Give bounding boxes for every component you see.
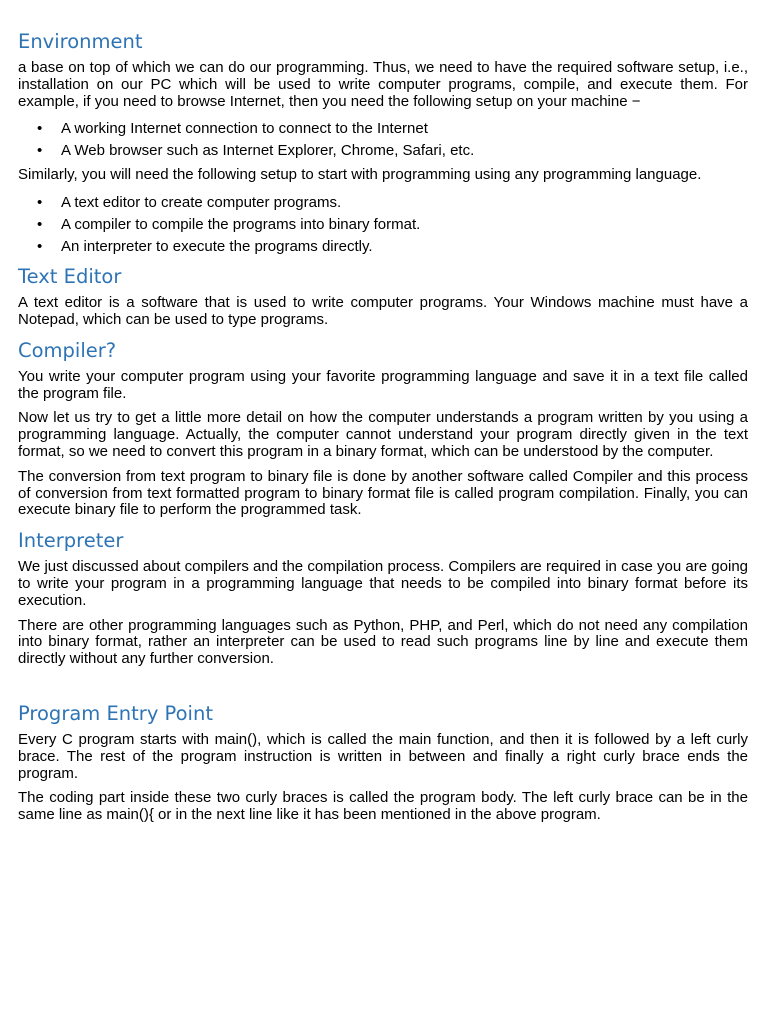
section-environment	[18, 28, 748, 258]
paragraph: a base on top of which we can do our programming. Thus, we need to have the required software setup, i.e., installation on our PC which will be used to write computer programs, compile, and execute them. For example, if you need to browse Internet, then you need the following setup on your machine −	[18, 59, 748, 110]
paragraph: You write your computer program using your favorite programming language and save it in a text file called the program file.	[18, 367, 748, 402]
heading-program-entry-point: Program Entry Point	[18, 701, 213, 725]
list-item: • A compiler to compile the programs into binary format.	[18, 214, 748, 236]
document-page	[18, 28, 748, 832]
list-item: • A Web browser such as Internet Explorer, Chrome, Safari, etc.	[18, 140, 748, 162]
paragraph: We just discussed about compilers and the compilation process. Compilers are required in case you are going to write your program in a programming language that needs to be compiled into binary format before its execution.	[18, 558, 748, 609]
paragraph: Now let us try to get a little more detail on how the computer understands a program written by you using a programming language. Actually, the computer cannot understand your program directly given in the text format, so we need to convert this program in a binary format, which can be understood by the computer.	[18, 409, 748, 460]
paragraph: The coding part inside these two curly braces is called the program body. The left curly brace can be in the same line as main(){ or in the next line like it has been mentioned in the above program.	[18, 789, 748, 824]
heading-interpreter: Interpreter	[18, 529, 124, 553]
bullet-list	[18, 118, 748, 162]
heading-environment: Environment	[18, 30, 143, 53]
list-item: • A text editor to create computer programs.	[18, 192, 748, 214]
section-interpreter	[18, 527, 748, 668]
paragraph: Similarly, you will need the following setup to start with programming using any programming language.	[18, 166, 702, 184]
bullet-list	[18, 192, 748, 258]
heading-compiler: Compiler?	[18, 338, 117, 362]
spacer	[18, 676, 748, 700]
paragraph: The conversion from text program to binary file is done by another software called Compiler and this process of conversion from text formatted program to binary format file is called program compilation. Finally, you can execute binary file to perform the programmed task.	[18, 467, 748, 519]
section-compiler	[18, 337, 748, 519]
paragraph: Every C program starts with main(), which is called the main function, and then it is followed by a left curly brace. The rest of the program instruction is written in between and finally a right curly brace ends the program.	[18, 730, 748, 782]
paragraph: There are other programming languages such as Python, PHP, and Perl, which do not need any compilation into binary format, rather an interpreter can be used to read such programs line by line and execute them directly without any further conversion.	[18, 616, 748, 668]
heading-text-editor: Text Editor	[18, 265, 122, 289]
list-item: • An interpreter to execute the programs directly.	[18, 236, 748, 258]
list-item: • A working Internet connection to connect to the Internet	[18, 118, 748, 140]
section-text-editor	[18, 263, 748, 329]
section-program-entry-point	[18, 700, 748, 824]
paragraph: A text editor is a software that is used to write computer programs. Your Windows machine must have a Notepad, which can be used to type programs.	[18, 294, 748, 328]
